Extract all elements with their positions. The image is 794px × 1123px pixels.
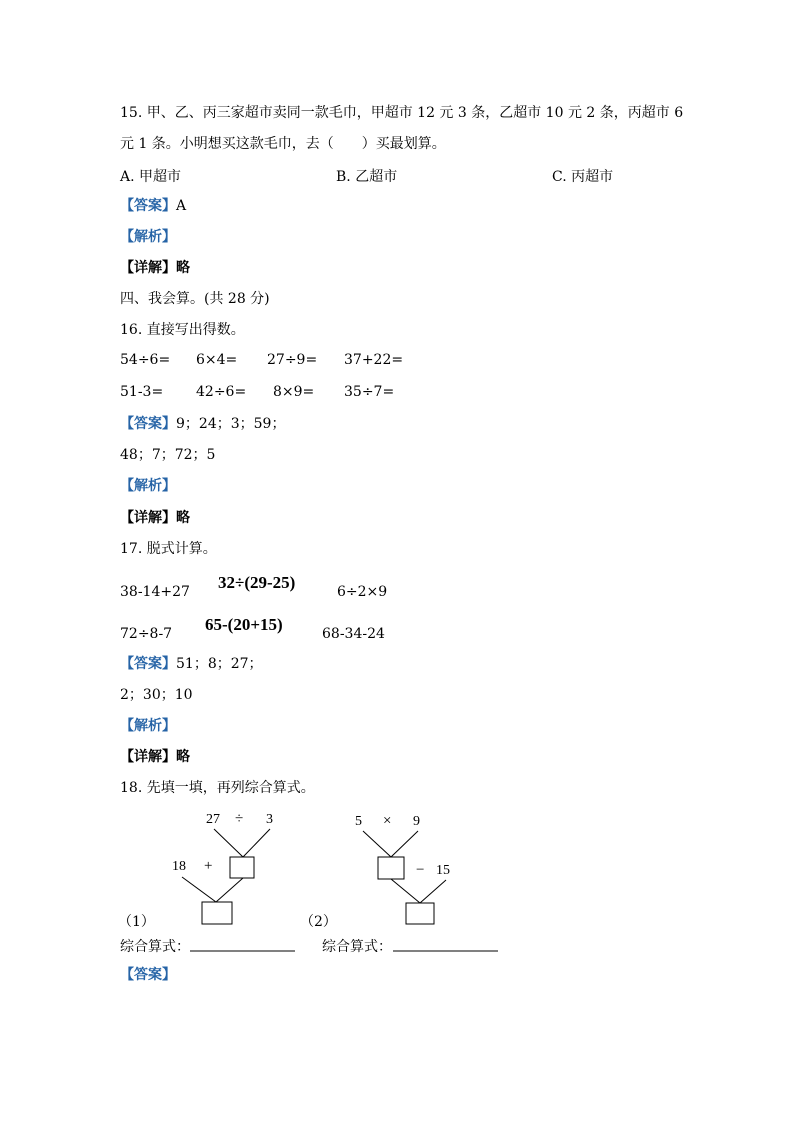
d1-result-box[interactable]	[202, 902, 232, 924]
q16-r2-c4: 35÷7=	[344, 384, 395, 400]
d1-branch-ml	[182, 877, 216, 902]
d2-mid-box[interactable]	[378, 857, 404, 879]
detail-label: 【详解】	[120, 260, 176, 276]
q17-answer-line2: 2；30；10	[120, 687, 193, 703]
detail-label: 【详解】	[120, 749, 176, 765]
q16-r2-c1: 51-3=	[120, 384, 164, 400]
d2-result-box[interactable]	[406, 903, 434, 924]
q16-r1-c3: 27÷9=	[267, 352, 318, 368]
q16-r2-c2: 42÷6=	[196, 384, 247, 400]
q17-analysis-label: 【解析】	[120, 718, 176, 734]
d2-branch-mr	[420, 880, 446, 903]
d2-branch-tl	[363, 831, 391, 857]
detail-value: 略	[176, 749, 190, 765]
d1-mid-box[interactable]	[230, 857, 254, 878]
q16-r1-c4: 37+22=	[344, 352, 404, 368]
q17-r1-c3: 6÷2×9	[337, 584, 388, 600]
d2-top-right: 9	[413, 814, 420, 829]
q15-option-c: C. 丙超市	[552, 169, 614, 185]
q16-answer-line2: 48；7；72；5	[120, 447, 216, 463]
q17-title: 17. 脱式计算。	[120, 541, 217, 557]
detail-value: 略	[176, 510, 190, 526]
d2-top-left: 5	[355, 814, 362, 829]
d1-mid-left: 18	[172, 859, 186, 874]
detail-value: 略	[176, 260, 190, 276]
q16-r1-c1: 54÷6=	[120, 352, 171, 368]
answer-value: 9；24；3；59；	[176, 416, 286, 432]
formula-1-label: 综合算式：	[120, 939, 190, 955]
d2-mid-right: 15	[436, 863, 450, 878]
q18-title: 18. 先填一填，再列综合算式。	[120, 780, 315, 796]
q16-r2-c3: 8×9=	[273, 384, 315, 400]
d2-index: （2）	[300, 914, 337, 930]
answer-label: 【答案】	[120, 656, 176, 672]
q18-answer-label: 【答案】	[120, 967, 176, 983]
q17-r2-c1: 72÷8-7	[120, 626, 173, 642]
answer-label: 【答案】	[120, 198, 176, 214]
detail-label: 【详解】	[120, 510, 176, 526]
d2-branch-tr	[391, 831, 418, 857]
answer-value: A	[176, 198, 187, 214]
q17-r1-c1: 38-14+27	[120, 584, 190, 600]
section-4-heading: 四、我会算。(共 28 分)	[120, 291, 270, 307]
d2-top-op: ×	[383, 813, 392, 829]
q17-r1-c2: 32÷(29-25)	[218, 573, 296, 592]
q15-option-b: B. 乙超市	[336, 169, 398, 185]
d1-index: （1）	[118, 914, 155, 930]
q17-r2-c2: 65-(20+15)	[205, 615, 283, 634]
d1-top-left: 27	[206, 812, 220, 827]
answer-label: 【答案】	[120, 416, 176, 432]
d1-top-right: 3	[266, 812, 273, 827]
q15-option-a: A. 甲超市	[120, 169, 182, 185]
d1-top-op: ÷	[235, 811, 244, 827]
formula-2-label: 综合算式：	[322, 939, 392, 955]
q15-analysis-label: 【解析】	[120, 229, 176, 245]
q15-stem-line1: 15. 甲、乙、丙三家超市卖同一款毛巾，甲超市 12 元 3 条，乙超市 10 元 2 条，丙超市 6	[120, 105, 684, 121]
d1-mid-op: +	[204, 858, 213, 874]
q16-analysis-label: 【解析】	[120, 478, 176, 494]
answer-value: 51；8；27；	[176, 656, 263, 672]
d1-branch-tl	[214, 829, 243, 857]
q17-r2-c3: 68-34-24	[322, 626, 385, 642]
q16-r1-c2: 6×4=	[196, 352, 238, 368]
d1-branch-tr	[243, 829, 270, 857]
q15-stem-line2: 元 1 条。小明想买这款毛巾，去（ ）买最划算。	[120, 136, 446, 152]
d1-branch-mr	[216, 878, 243, 902]
d2-branch-ml	[391, 879, 420, 903]
d2-mid-op: −	[416, 862, 425, 878]
q16-title: 16. 直接写出得数。	[120, 322, 245, 338]
